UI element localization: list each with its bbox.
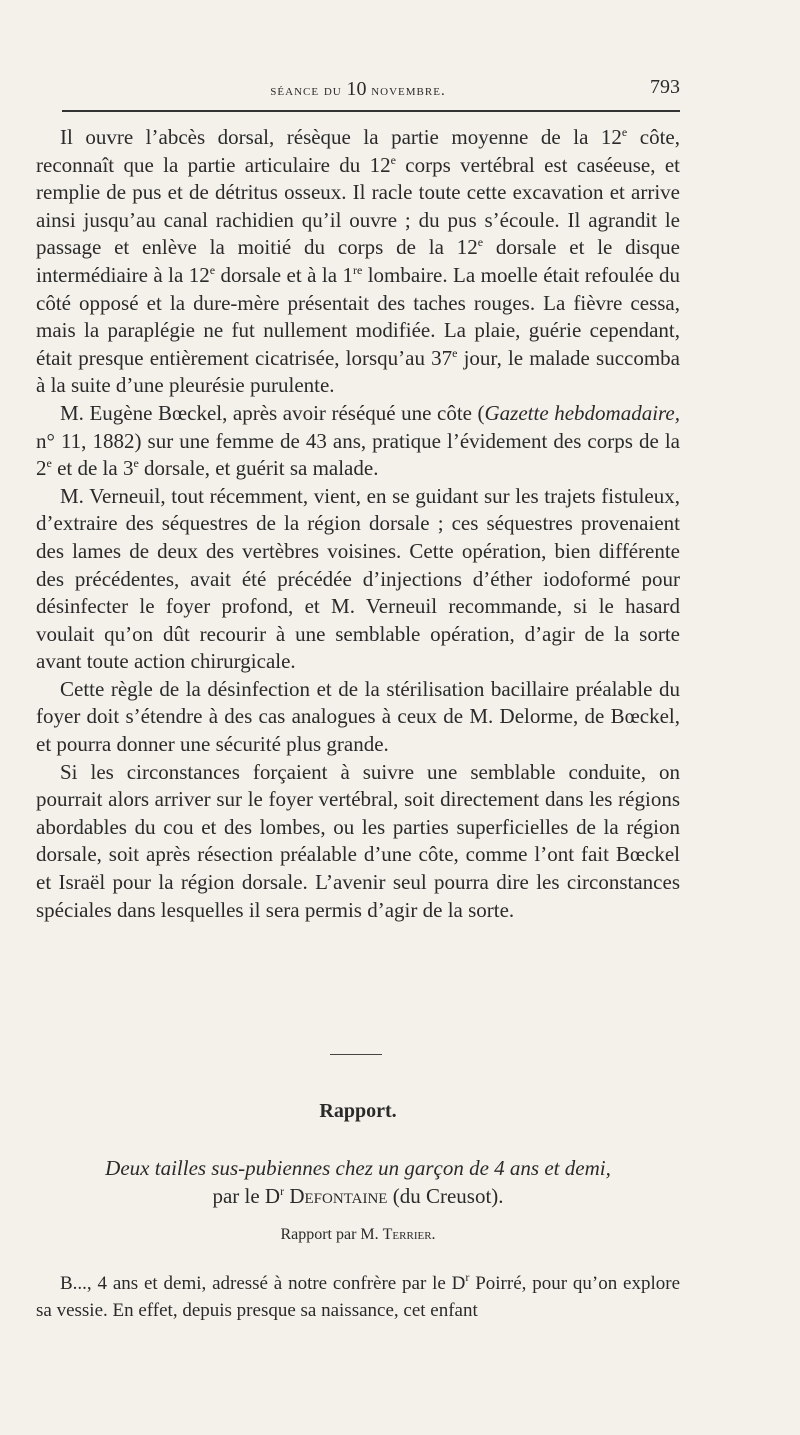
- text-run: dorsale et à la 1: [215, 262, 353, 287]
- text-run: par le D: [212, 1184, 281, 1208]
- text-run: corps vertébral est caséeuse, et remplie de pus et de détritus osseux. Il racle toute cette excavation et arrive ainsi jusqu’au canal rachidien qu’il ouvre ; du pus s’écoule. Il agrandit le passage et enlève la moitié du corps de la 12: [36, 152, 680, 260]
- section-heading: Rapport.: [319, 1100, 397, 1122]
- text-run: dorsale et le disque intermédiaire à la 12: [36, 235, 680, 287]
- page-number: 793: [650, 76, 680, 98]
- superscript: e: [46, 456, 52, 471]
- paragraph-3: M. Verneuil, tout récemment, vient, en se guidant sur les trajets fistuleux, d’extraire des séquestres de la région dorsale ; ces séquestres provenaient des lames de deux des vertèbres voisines. Cette opération, bien différente des précédentes, avait été précédée d’injections d’éther iodoformé pour désinfecter le foyer profond, et M. Verneuil recommande, si le hasard voulait qu’on dût recourir à une semblable opération, d’agir de la sorte avant toute action chirurgicale.: [36, 483, 680, 674]
- text-run: .: [431, 1226, 436, 1243]
- text-run: et de la 3: [51, 456, 134, 481]
- report-body: [36, 1270, 680, 1324]
- text-run: (du Creusot).: [387, 1184, 504, 1208]
- author-name: Defontaine: [289, 1184, 388, 1208]
- text-run: dorsale, et guérit sa malade.: [138, 456, 379, 481]
- text-column: [36, 0, 680, 1435]
- text-run: Poirré, pour qu’on explore sa vessie. En effet, depuis presque sa naissance, cet enfant: [36, 1273, 680, 1321]
- superscript: e: [390, 152, 396, 167]
- report-title: [36, 1154, 680, 1210]
- text-run: Il ouvre l’abcès dorsal, résèque la partie moyenne de la 12: [60, 125, 622, 149]
- text-run: jour, le malade succomba à la suite d’une pleurésie purulente.: [36, 345, 680, 398]
- text-run: côte, reconnaît que la partie articulaire du 12: [36, 125, 680, 177]
- rapporteur-line: [36, 1226, 680, 1244]
- text-run: lombaire. La moelle était refoulée du côté opposé et la dure-mère présentait des taches rouges. La fièvre cessa, mais la paraplégie ne fut nullement modifiée. La plaie, guérie cependant, était presque entièrement cicatrisée, lorsqu’au 37: [36, 262, 680, 370]
- running-title-day: 10: [346, 78, 367, 100]
- superscript: e: [452, 345, 458, 360]
- paragraph-2: [36, 400, 680, 483]
- journal-title: Gazette hebdomadaire,: [484, 400, 680, 425]
- rapporteur-name: Terrier: [382, 1226, 432, 1243]
- superscript: e: [477, 235, 484, 250]
- paragraph-1: [36, 124, 680, 400]
- superscript: r: [280, 1184, 285, 1198]
- superscript: e: [209, 262, 216, 277]
- running-title-suffix: novembre.: [371, 83, 446, 99]
- paragraph-5: Si les circonstances forçaient à suivre une semblable conduite, on pourrait alors arriver sur le foyer vertébral, soit directement dans les régions abordables du cou et des lombes, ou les parties superficielles de la région dorsale, soit après résection préalable d’une côte, comme l’ont fait Bœckel et Israël pour la région dorsale. L’avenir seul pourra dire les circonstances spéciales dans lesquelles il sera permis d’agir de la sorte.: [36, 759, 680, 922]
- body-text: [36, 124, 680, 924]
- report-title-italic: Deux tailles sus-pubiennes chez un garçon de 4 ans et demi,: [105, 1156, 611, 1180]
- text-run: B..., 4 ans et demi, adressé à notre confrère par le D: [60, 1273, 466, 1294]
- report-author-line: [36, 1182, 680, 1210]
- running-title-prefix: séance du: [270, 83, 342, 99]
- text-run: n° 11, 1882) sur une femme de 43 ans, pratique l’évidement des corps de la 2: [36, 428, 680, 481]
- text-run: Rapport par M.: [280, 1226, 383, 1243]
- superscript: r: [465, 1270, 470, 1284]
- section-separator: [330, 1054, 382, 1055]
- report-paragraph-1: [36, 1270, 680, 1324]
- superscript: e: [621, 125, 628, 139]
- superscript: e: [133, 456, 139, 471]
- superscript: re: [352, 262, 363, 277]
- text-run: M. Eugène Bœckel, après avoir réséqué une côte (: [60, 400, 485, 425]
- paragraph-4: Cette règle de la désinfection et de la stérilisation bacillaire préalable du foyer doit s’étendre à des cas analogues à ceux de M. Delorme, de Bœckel, et pourra donner une sécurité plus grande.: [36, 676, 680, 757]
